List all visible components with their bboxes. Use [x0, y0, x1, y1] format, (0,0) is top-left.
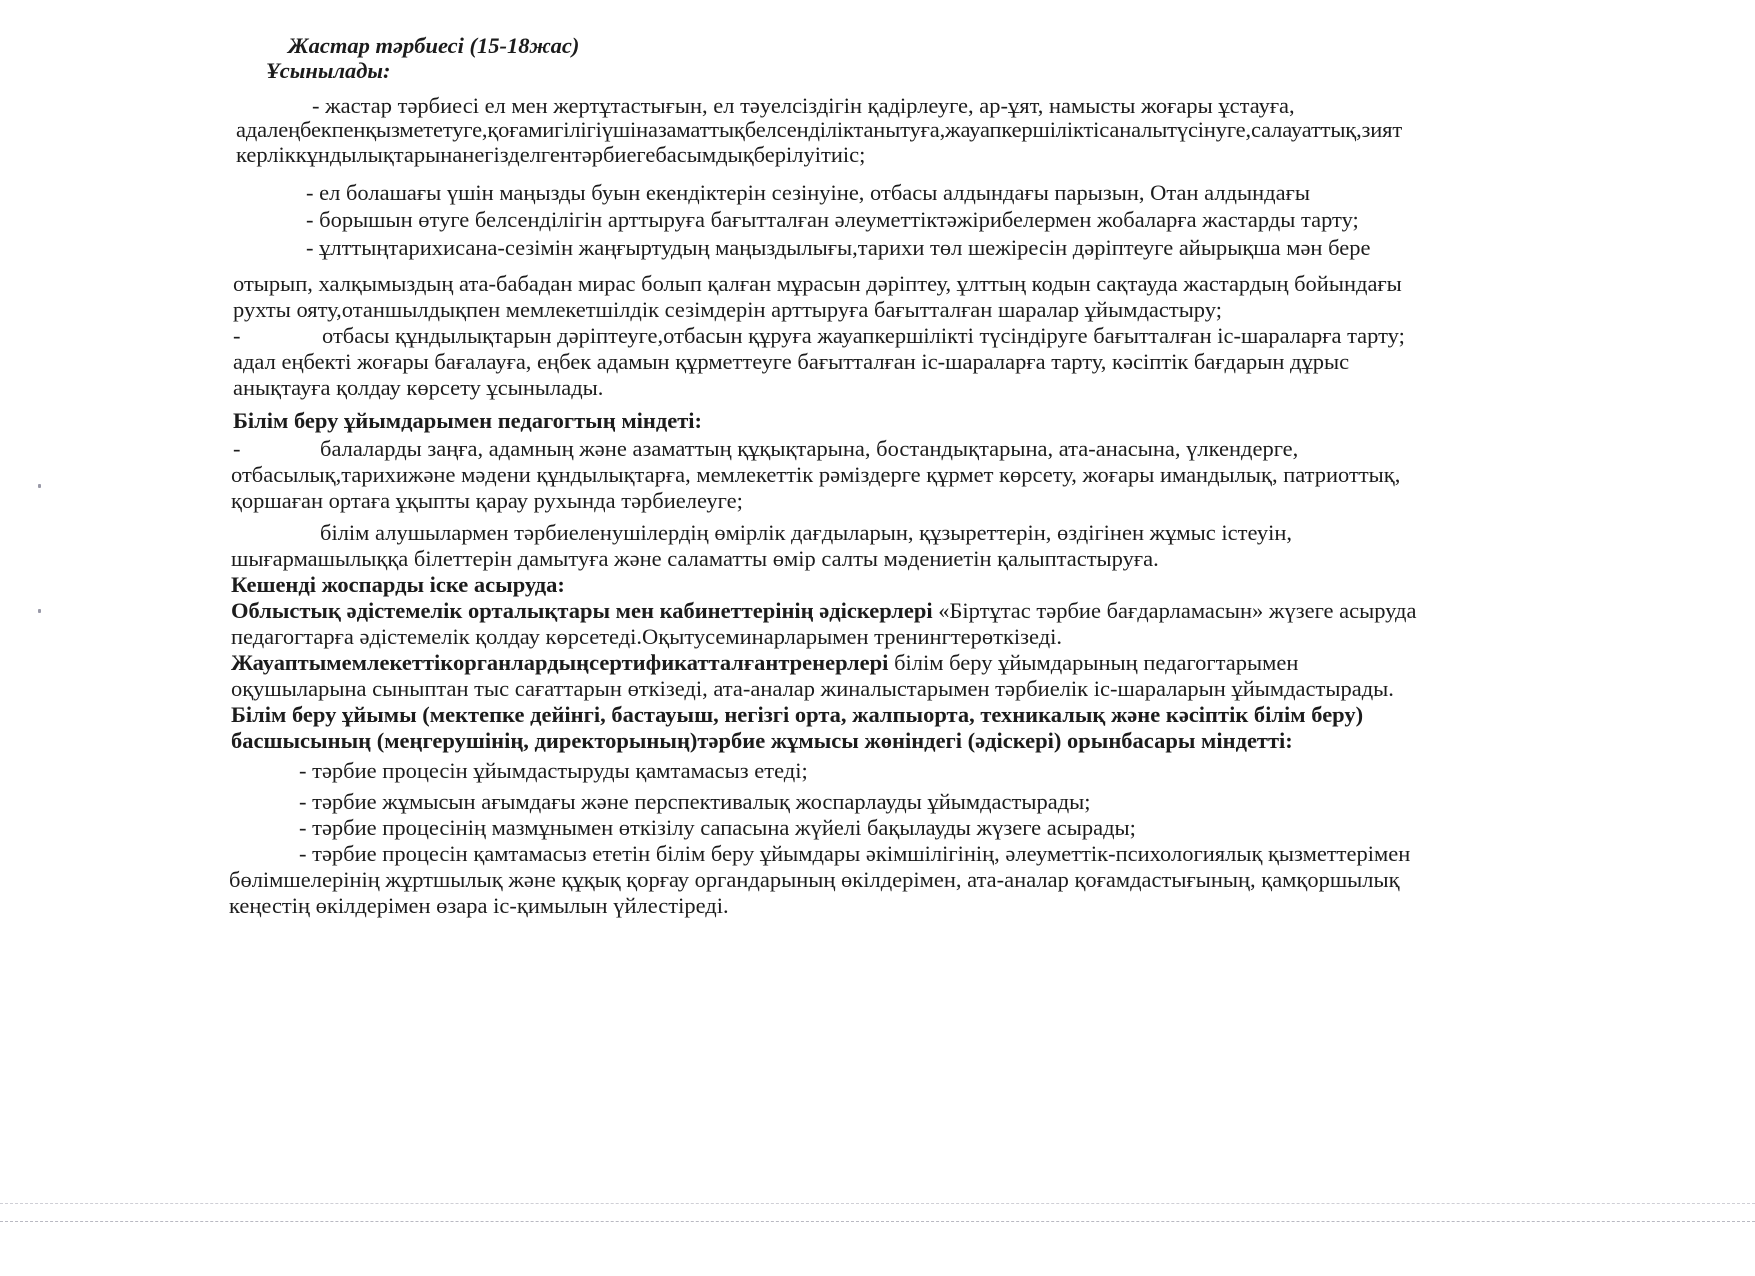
list-item: - ұлттыңтарихисана-сезімін жаңғыртудың маңыздылығы,тарихи төл шежіресін дәріптеуге айырықша мән бере: [306, 235, 1371, 260]
teacher-heading: Білім беру ұйымдарымен педагогтың міндеті:: [233, 408, 703, 433]
paragraph-line: қоршаған ортаға ұқыпты қарау рухында тәрбиелеуге;: [231, 488, 743, 513]
list-dash: -: [233, 323, 241, 348]
list-item: отбасы құндылықтарын дәріптеуге,отбасын құруға жауапкершілікті түсіндіруге бағытталған іс-шараларға тарту;: [322, 323, 1405, 348]
list-item: - тәрбие процесін қамтамасыз ететін білім беру ұйымдары әкімшілігінің, әлеуметтік-психологиялық қызметтерімен: [299, 841, 1411, 866]
paragraph-line: педагогтарға әдістемелік қолдау көрсетеді.Оқытусеминарларымен тренингтерөткізеді.: [231, 624, 1063, 649]
deputy-heading: басшысының (меңгерушінің, директорының)тәрбие жұмысы жөніндегі (әдіскері) орынбасары міндетті:: [231, 728, 1293, 753]
list-item: - борышын өтуге белсенділігін арттыруға бағытталған әлеуметтіктәжірибелермен жобаларға жастарды тарту;: [306, 207, 1359, 232]
list-item: - тәрбие процесін ұйымдастыруды қамтамасыз етеді;: [299, 758, 808, 783]
paragraph-line: оқушыларына сыныптан тыс сағаттарын өткізеді, ата-аналар жиналыстарымен тәрбиелік іс-шараларын ұйымдастырады.: [231, 676, 1394, 701]
paragraph-line: анықтауға қолдау көрсету ұсынылады.: [233, 375, 604, 400]
paragraph-line: шығармашылыққа білеттерін дамытуға және саламатты өмір салты мәдениетін қалыптастыруға.: [231, 546, 1159, 571]
plan-heading: Кешенді жоспарды іске асыруда:: [231, 572, 565, 597]
list-item: балаларды заңға, адамның және азаматтың құқықтарына, бостандықтарына, ата-анасына, үлкендерге,: [320, 436, 1299, 461]
recommended-heading: Ұсынылады:: [266, 58, 391, 83]
paragraph-line: білім алушылармен тәрбиеленушілердің өмірлік дағдыларын, құзыреттерін, өздігінен жұмыс істеуін,: [320, 520, 1293, 545]
paragraph-line: керліккұндылықтарынанегізделгентәрбиегебасымдықберілуітиіс;: [236, 142, 866, 167]
scan-speck: [38, 484, 41, 488]
trainers-text: білім беру ұйымдарының педагогтарымен: [888, 650, 1299, 675]
scan-line: [0, 1203, 1755, 1204]
paragraph-line: отбасылық,тарихижәне мәдени құндылықтарға, мемлекеттік рәміздерге құрмет көрсету, жоғары имандылық, патриоттық,: [231, 462, 1401, 487]
paragraph-line: бөлімшелерінің жұртшылық және құқық қорғау органдарының өкілдерімен, ата-аналар қоғамдастығының, қамқоршылық: [229, 867, 1400, 892]
methodists-line: [231, 598, 1416, 624]
deputy-heading: Білім беру ұйымы (мектепке дейінгі, бастауыш, негізгі орта, жалпыорта, техникалық және кәсіптік білім беру): [231, 702, 1364, 727]
list-item: - тәрбие жұмысын ағымдағы және перспективалық жоспарлауды ұйымдастырады;: [299, 789, 1091, 814]
paragraph-line: адал еңбекті жоғары бағалауға, еңбек адамын құрметтеуге бағытталған іс-шараларға тарту, кәсіптік бағдарын дұрыс: [233, 349, 1350, 374]
list-dash: -: [233, 436, 241, 461]
scan-speck: [38, 609, 41, 613]
paragraph-line: рухты ояту,отаншылдықпен мемлекетшілдік сезімдерін арттыруға бағытталған шаралар ұйымдастыру;: [233, 297, 1222, 322]
list-item: - ел болашағы үшін маңызды буын екендіктерін сезінуіне, отбасы алдындағы парызын, Отан алдындағы: [306, 180, 1310, 205]
trainers-label: Жауаптымемлекеттікорганлардыңсертификатталғантренерлері: [231, 650, 889, 675]
methodists-label: Облыстық әдістемелік орталықтары мен кабинеттерінің әдіскерлері: [231, 598, 933, 623]
paragraph-line: - жастар тәрбиесі ел мен жертұтастығын, ел тәуелсіздігін қадірлеуге, ар-ұят, намысты жоғары ұстауға,: [312, 93, 1295, 118]
document-title: Жастар тәрбиесі (15-18жас): [288, 33, 580, 58]
paragraph-line: адалеңбекпенқызмететуге,қоғамигілігіүшіназаматтықбелсенділіктанытуға,жауапкершіліктісаналытүсінуге,салауаттық,зият: [236, 117, 1403, 142]
trainers-line: [231, 650, 1298, 676]
paragraph-line: кеңестің өкілдерімен өзара іс-қимылын үйлестіреді.: [229, 893, 729, 918]
scan-line: [0, 1221, 1755, 1222]
list-item: - тәрбие процесінің мазмұнымен өткізілу сапасына жүйелі бақылауды жүзеге асырады;: [299, 815, 1136, 840]
paragraph-line: отырып, халқымыздың ата-бабадан мирас болып қалған мұрасын дәріптеу, ұлттың кодын сақтауда жастардың бойындағы: [233, 271, 1402, 296]
methodists-text: «Біртұтас тәрбие бағдарламасын» жүзеге асыруда: [932, 598, 1417, 623]
